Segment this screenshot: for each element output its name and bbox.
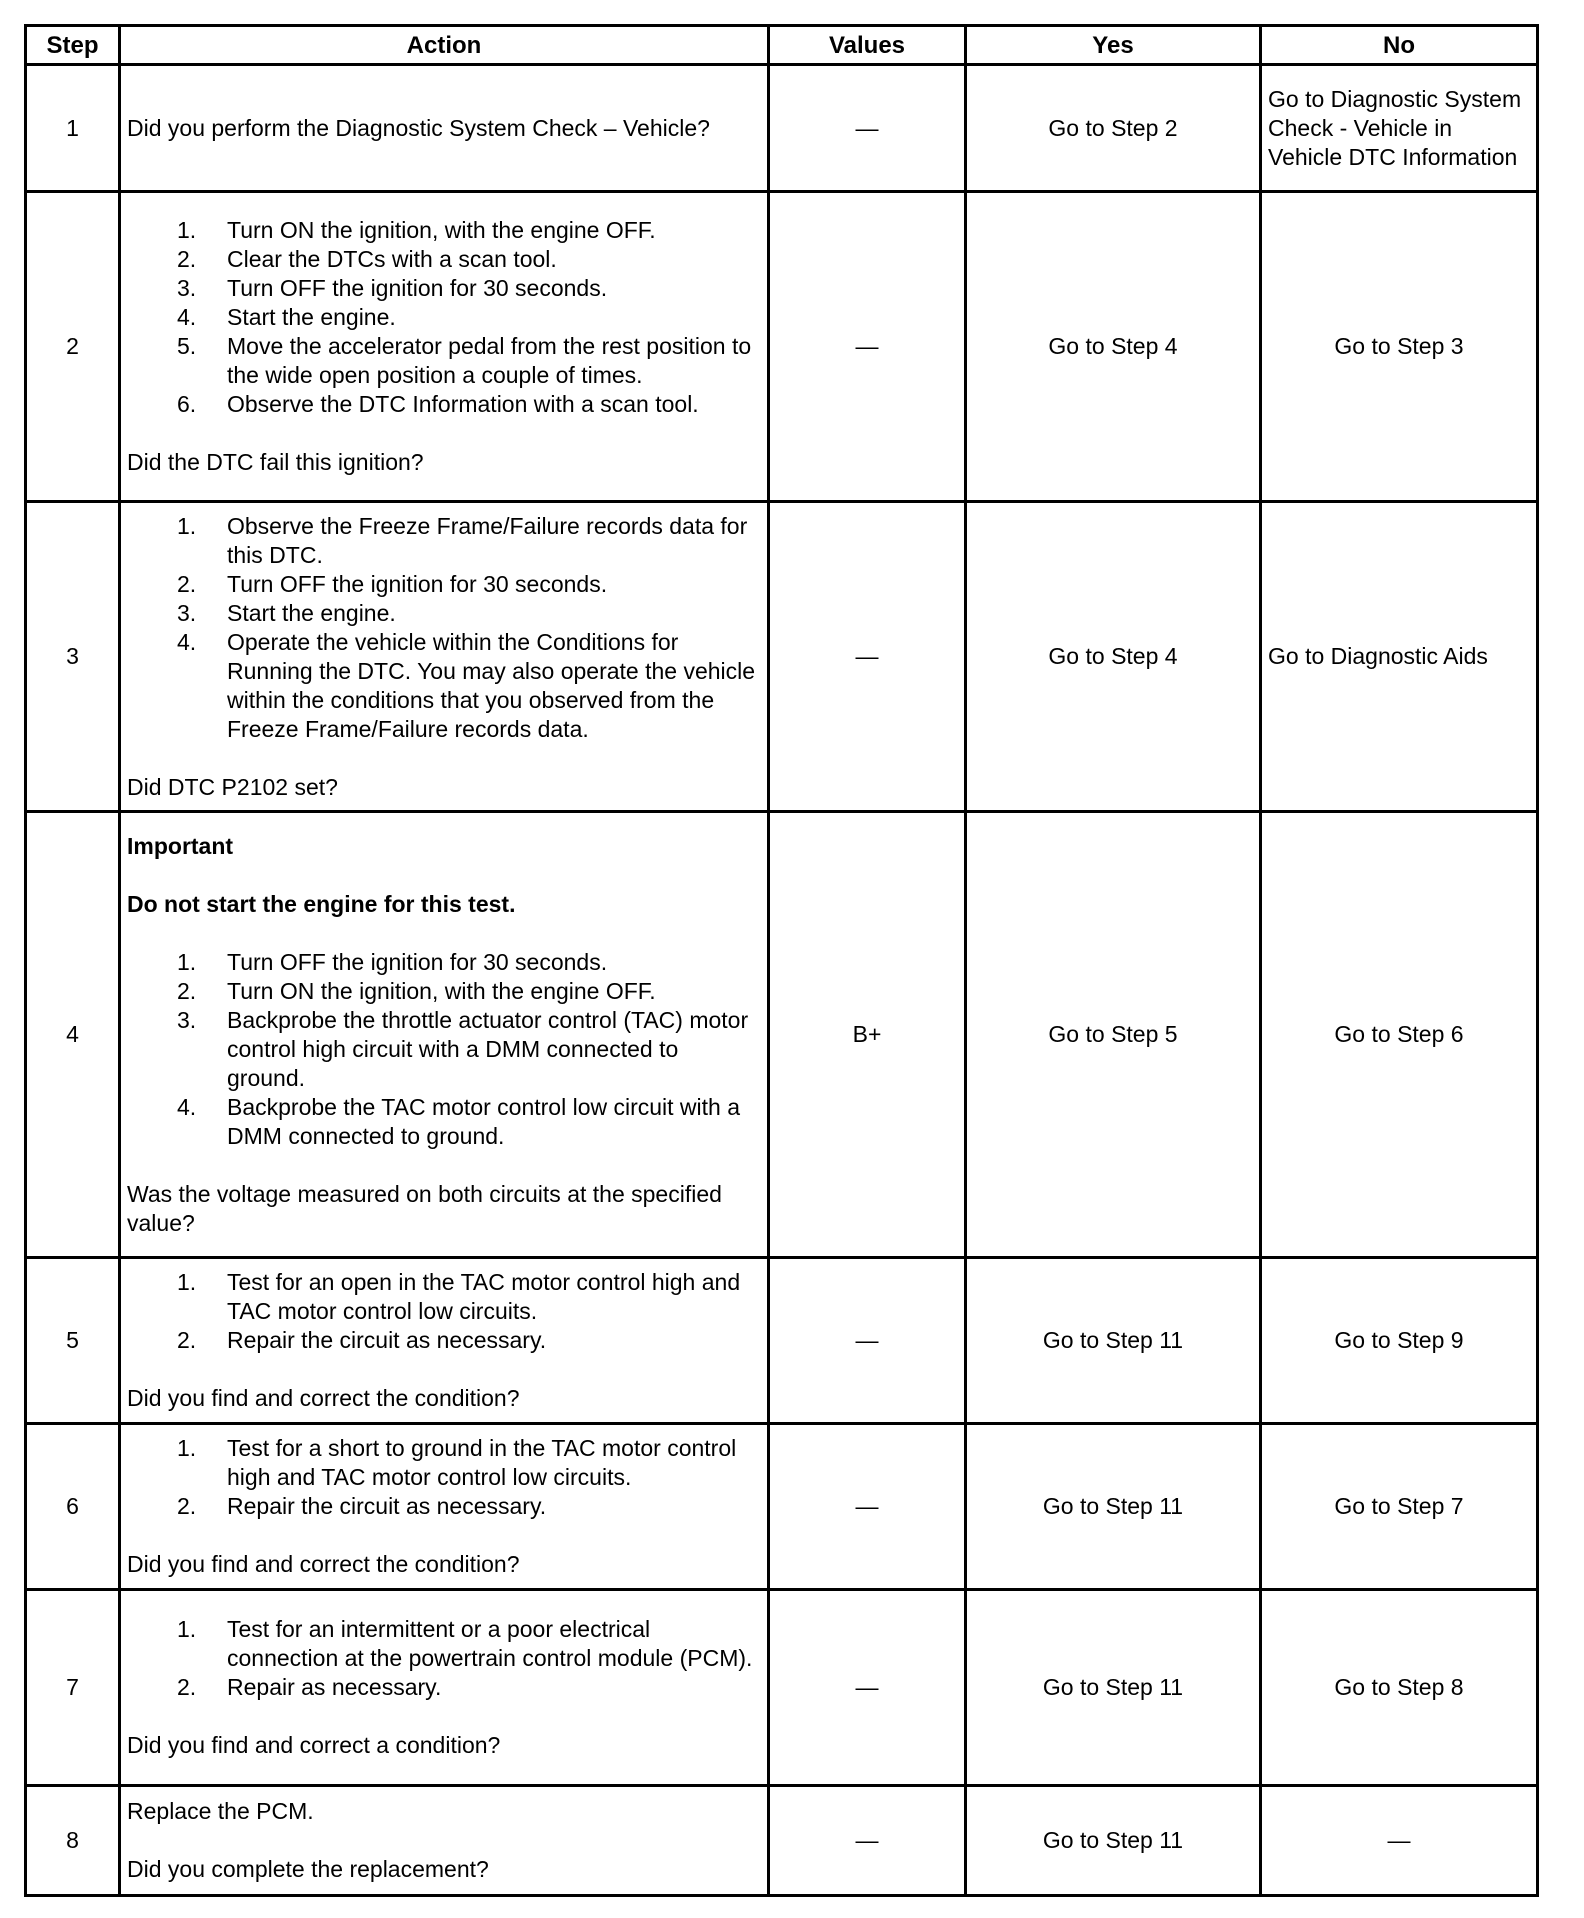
step-number: 5 xyxy=(26,1258,120,1424)
procedure-list xyxy=(127,948,761,1151)
list-item: 3. Backprobe the throttle actuator control (TAC) motor control high circuit with a DMM connected to ground. xyxy=(177,1006,749,1091)
value-cell: — xyxy=(769,502,966,812)
table-row xyxy=(26,1786,1538,1896)
question-text: Did you find and correct the condition? xyxy=(127,1385,520,1411)
header-values: Values xyxy=(769,26,966,65)
no-cell: Go to Step 3 xyxy=(1261,192,1538,502)
action-cell xyxy=(120,1786,769,1896)
list-item: 1. Test for an open in the TAC motor control high and TAC motor control low circuits. xyxy=(177,1269,741,1324)
list-item: 2. Repair the circuit as necessary. xyxy=(177,1493,547,1519)
list-item: 5. Move the accelerator pedal from the rest position to the wide open position a couple of times. xyxy=(177,333,752,388)
no-cell: Go to Step 6 xyxy=(1261,812,1538,1258)
value-cell: B+ xyxy=(769,812,966,1258)
question-text: Did DTC P2102 set? xyxy=(127,773,338,800)
list-item: 2. Repair the circuit as necessary. xyxy=(177,1327,547,1353)
procedure-list xyxy=(127,1434,761,1521)
value-cell: — xyxy=(769,1424,966,1590)
table-row xyxy=(26,192,1538,502)
value-cell: — xyxy=(769,192,966,502)
list-item: 2. Repair as necessary. xyxy=(177,1674,442,1700)
question-text: Did you find and correct a condition? xyxy=(127,1732,501,1758)
table-row xyxy=(26,65,1538,192)
list-item: 4. Backprobe the TAC motor control low circuit with a DMM connected to ground. xyxy=(177,1093,741,1149)
yes-cell: Go to Step 4 xyxy=(966,502,1261,812)
procedure-list xyxy=(127,512,761,744)
question-text: Was the voltage measured on both circuits at the specified value? xyxy=(127,1180,722,1236)
list-item: 3. Turn OFF the ignition for 30 seconds. xyxy=(177,275,608,301)
question-text: Did you complete the replacement? xyxy=(127,1856,489,1882)
list-item: 1. Turn OFF the ignition for 30 seconds. xyxy=(177,948,608,975)
action-cell xyxy=(120,502,769,812)
step-number: 6 xyxy=(26,1424,120,1590)
list-item: 1. Turn ON the ignition, with the engine OFF. xyxy=(177,217,656,243)
yes-cell: Go to Step 4 xyxy=(966,192,1261,502)
value-cell: — xyxy=(769,1590,966,1786)
step-number: 2 xyxy=(26,192,120,502)
table-row xyxy=(26,812,1538,1258)
procedure-list xyxy=(127,1268,761,1355)
list-item: 4. Operate the vehicle within the Conditions for Running the DTC. You may also operate the vehicle within the conditions that you observed from the Freeze Frame/Failure records data. xyxy=(177,628,756,742)
list-item: 2. Turn ON the ignition, with the engine OFF. xyxy=(177,977,656,1004)
action-cell xyxy=(120,1424,769,1590)
value-cell: — xyxy=(769,1258,966,1424)
no-cell: Go to Diagnostic Aids xyxy=(1261,502,1538,812)
yes-cell: Go to Step 11 xyxy=(966,1424,1261,1590)
procedure-list xyxy=(127,216,761,419)
header-no: No xyxy=(1261,26,1538,65)
yes-cell: Go to Step 2 xyxy=(966,65,1261,192)
procedure-list xyxy=(127,1615,761,1702)
yes-cell: Go to Step 11 xyxy=(966,1786,1261,1896)
action-text: Did you perform the Diagnostic System Check – Vehicle? xyxy=(127,114,710,141)
list-item: 3. Start the engine. xyxy=(177,599,396,626)
no-cell: Go to Diagnostic System Check - Vehicle in Vehicle DTC Information xyxy=(1261,65,1538,192)
value-cell: — xyxy=(769,65,966,192)
step-number: 3 xyxy=(26,502,120,812)
list-item: 2. Turn OFF the ignition for 30 seconds. xyxy=(177,570,608,597)
action-cell xyxy=(120,192,769,502)
header-step: Step xyxy=(26,26,120,65)
step-number: 4 xyxy=(26,812,120,1258)
important-label: Important xyxy=(127,832,234,859)
question-text: Did the DTC fail this ignition? xyxy=(127,449,424,475)
list-item: 1. Observe the Freeze Frame/Failure records data for this DTC. xyxy=(177,512,748,568)
list-item: 4. Start the engine. xyxy=(177,304,396,330)
table-row xyxy=(26,502,1538,812)
action-text: Replace the PCM. xyxy=(127,1798,314,1824)
no-cell: Go to Step 8 xyxy=(1261,1590,1538,1786)
value-cell: — xyxy=(769,1786,966,1896)
header-row xyxy=(26,26,1538,65)
table-row xyxy=(26,1258,1538,1424)
action-cell xyxy=(120,1590,769,1786)
no-cell: Go to Step 7 xyxy=(1261,1424,1538,1590)
header-action: Action xyxy=(120,26,769,65)
diagnostic-table xyxy=(24,24,1539,1897)
list-item: 2. Clear the DTCs with a scan tool. xyxy=(177,246,557,272)
yes-cell: Go to Step 5 xyxy=(966,812,1261,1258)
list-item: 1. Test for a short to ground in the TAC motor control high and TAC motor control low circuits. xyxy=(177,1435,737,1490)
action-cell xyxy=(120,812,769,1258)
action-cell xyxy=(120,1258,769,1424)
step-number: 7 xyxy=(26,1590,120,1786)
no-cell: — xyxy=(1261,1786,1538,1896)
no-cell: Go to Step 9 xyxy=(1261,1258,1538,1424)
yes-cell: Go to Step 11 xyxy=(966,1258,1261,1424)
table-row xyxy=(26,1590,1538,1786)
question-text: Did you find and correct the condition? xyxy=(127,1551,520,1577)
step-number: 1 xyxy=(26,65,120,192)
list-item: 6. Observe the DTC Information with a scan tool. xyxy=(177,391,699,417)
warning-text: Do not start the engine for this test. xyxy=(127,890,516,917)
step-number: 8 xyxy=(26,1786,120,1896)
yes-cell: Go to Step 11 xyxy=(966,1590,1261,1786)
list-item: 1. Test for an intermittent or a poor electrical connection at the powertrain control module (PCM). xyxy=(177,1616,753,1671)
table-row xyxy=(26,1424,1538,1590)
action-cell xyxy=(120,65,769,192)
header-yes: Yes xyxy=(966,26,1261,65)
